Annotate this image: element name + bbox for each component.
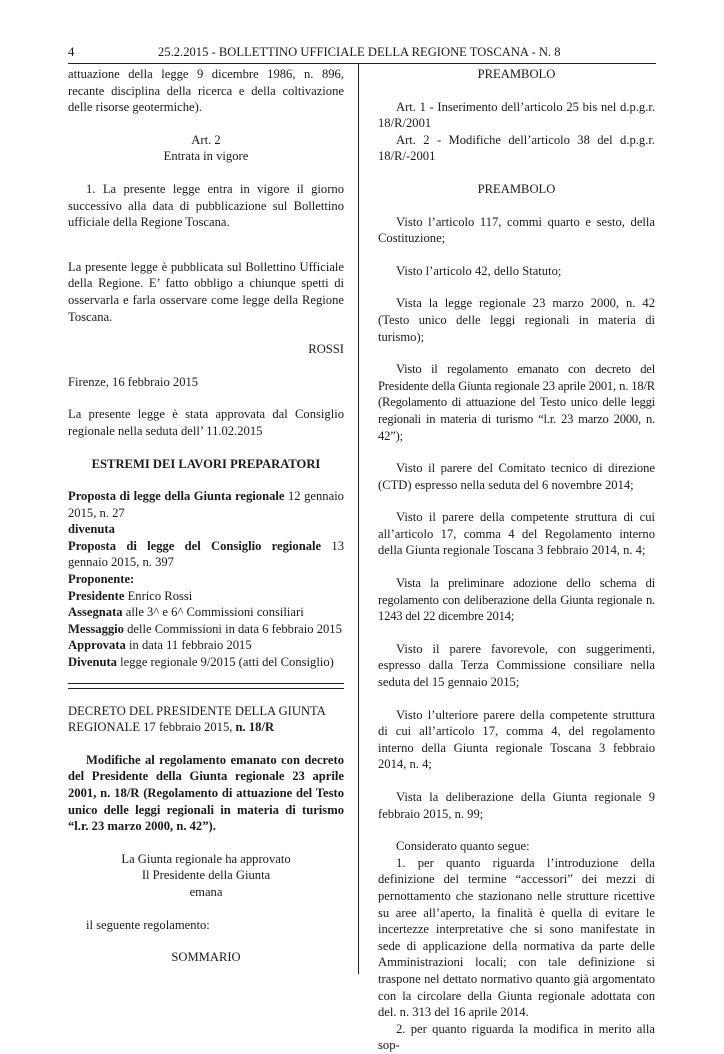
visto-paragraph: Visto il regolamento emanato con decreto del Presidente della Giunta regionale 23 aprile 2001, n. 18/R (Regolamento di attuazione del Testo unico delle leggi regionali in materia di turismo “l.r. 23 marzo 2000, n. 42”); (378, 362, 655, 443)
estremi-value: 13 gennaio 2015, n. 397 (68, 538, 344, 570)
decreto-subject: Modifiche al regolamento emanato con decreto del Presidente della Giunta regionale 23 aprile 2001, n. 18/R (Regolamento di attuazione del Testo unico delle leggi regionali in materia di turismo “l.r. 23 marzo 2000, n. 42”). (68, 752, 344, 834)
sommario-art-1: Art. 1 - Inserimento dell’articolo 25 bis nel d.p.g.r. 18/R/2001 (378, 99, 655, 131)
estremi-value: in data 11 febbraio 2015 (125, 638, 252, 653)
header-rule (68, 63, 656, 64)
visto-paragraph: Visto l’articolo 42, dello Statuto; (396, 263, 562, 278)
page-number: 4 (68, 45, 75, 59)
estremi-label: Divenuta (68, 655, 117, 670)
column-divider (358, 64, 359, 974)
visto-paragraph: Visto il parere della competente struttura di cui all’articolo 17, comma 4 del Regolamento interno della Giunta regionale Toscana 3 febbraio 2014, n. 4; (378, 510, 655, 558)
decreto-heading-text: DECRETO DEL PRESIDENTE DELLA GIUNTA REGIONALE 17 febbraio 2015, (68, 703, 326, 735)
estremi-label: Proponente: (68, 572, 135, 587)
sommario-art-2: Art. 2 - Modifiche dell’articolo 38 del d.p.g.r. 18/R/-2001 (378, 132, 655, 164)
article-text: 1. La presente legge entra in vigore il giorno successivo alla data di pubblicazione sul Bollettino ufficiale della Regione Toscana. (68, 181, 344, 230)
estremi-title: ESTREMI DEI LAVORI PREPARATORI (91, 456, 321, 471)
place-date: Firenze, 16 febbraio 2015 (68, 374, 199, 389)
preambolo-top: PREAMBOLO (477, 67, 556, 81)
left-column (68, 66, 344, 966)
visto-paragraph: Visto l’articolo 117, commi quarto e sesto, della Costituzione; (378, 214, 655, 246)
decreto-heading (68, 703, 344, 736)
considerato-point-2: 2. per quanto riguarda la modifica in merito alla sop- (378, 1021, 655, 1053)
estremi-label: Messaggio (68, 621, 124, 636)
estremi-label: Proposta di legge della Giunta regionale (68, 489, 285, 504)
right-column (378, 66, 655, 1054)
estremi-value: legge regionale 9/2015 (atti del Consiglio) (116, 655, 334, 670)
estremi-value: Enrico Rossi (124, 588, 193, 603)
section-double-rule (68, 683, 344, 689)
signature: ROSSI (308, 342, 344, 357)
visto-paragraph: Visto il parere del Comitato tecnico di direzione (CTD) espresso nella seduta del 6 novembre 2014; (378, 461, 655, 492)
visto-paragraph: Vista la preliminare adozione dello schema di regolamento con deliberazione della Giunta regionale n. 1243 del 22 dicembre 2014; (378, 576, 655, 624)
visto-paragraph: Vista la legge regionale 23 marzo 2000, n. 42 (Testo unico delle leggi regionali in materia di turismo); (378, 296, 655, 344)
seguente-regolamento: il seguente regolamento: (86, 917, 210, 932)
giunta-line-1: La Giunta regionale ha approvato (121, 851, 291, 866)
sommario-title: SOMMARIO (171, 950, 241, 965)
estremi-label: Approvata (68, 638, 126, 653)
decreto-number: n. 18/R (235, 720, 275, 735)
estremi-value: delle Commissioni in data 6 febbraio 2015 (123, 621, 342, 636)
estremi-value: alle 3^ e 6^ Commissioni consiliari (122, 605, 304, 620)
visto-paragraph: Visto il parere favorevole, con suggerimenti, espresso dalla Terza Commissione consiliare nella seduta del 15 gennaio 2015; (378, 641, 655, 690)
approval-paragraph: La presente legge è stata approvata dal Consiglio regionale nella seduta dell’ 11.02.2015 (68, 407, 344, 438)
estremi-label: divenuta (68, 522, 115, 537)
article-subtitle: Entrata in vigore (163, 149, 249, 164)
preambolo-title: PREAMBOLO (477, 181, 556, 196)
intro-paragraph: attuazione della legge 9 dicembre 1986, n. 896, recante disciplina della ricerca e della coltivazione delle risorse geotermiche). (68, 67, 344, 115)
page-header (68, 44, 656, 62)
giunta-line-3: emana (189, 884, 223, 899)
estremi-label: Proposta di legge del Consiglio regionale (68, 538, 322, 553)
running-title: 25.2.2015 - BOLLETTINO UFFICIALE DELLA REGIONE TOSCANA - N. 8 (158, 45, 561, 59)
visto-paragraph: Visto l’ulteriore parere della competente struttura di cui all’articolo 17, comma 4, del regolamento interno della Giunta regionale Toscana 3 febbraio 2014, n. 4; (378, 707, 655, 772)
estremi-list (68, 488, 344, 671)
considerato-point-1: 1. per quanto riguarda l’introduzione della definizione del termine “accessori” dei mezzi di pernottamento che stazionano nelle strutture ricettive su aree all’aperto, la finalità è quella di evitare le incertezze interpretative che si sono manifestate in sede di applicazione della normativa da parte delle Amministrazioni locali; con tale definizione si traspone nel dettato normativo quanto già argomentato con la circolare della Giunta regionale adottata con del. n. 313 del 16 aprile 2014. (378, 855, 655, 1020)
considerato-intro: Considerato quanto segue: (396, 839, 530, 854)
publication-paragraph: La presente legge è pubblicata sul Bollettino Ufficiale della Regione. E’ fatto obbligo a chiunque spetti di osservarla e farla osservare come legge della Regione Toscana. (68, 259, 344, 324)
visto-paragraph: Vista la deliberazione della Giunta regionale 9 febbraio 2015, n. 99; (378, 790, 655, 821)
estremi-label: Assegnata (68, 605, 123, 620)
article-title: Art. 2 (191, 132, 221, 147)
estremi-label: Presidente (68, 588, 125, 603)
giunta-line-2: Il Presidente della Giunta (141, 868, 271, 883)
estremi-value: 12 gennaio 2015, n. 27 (68, 489, 344, 520)
